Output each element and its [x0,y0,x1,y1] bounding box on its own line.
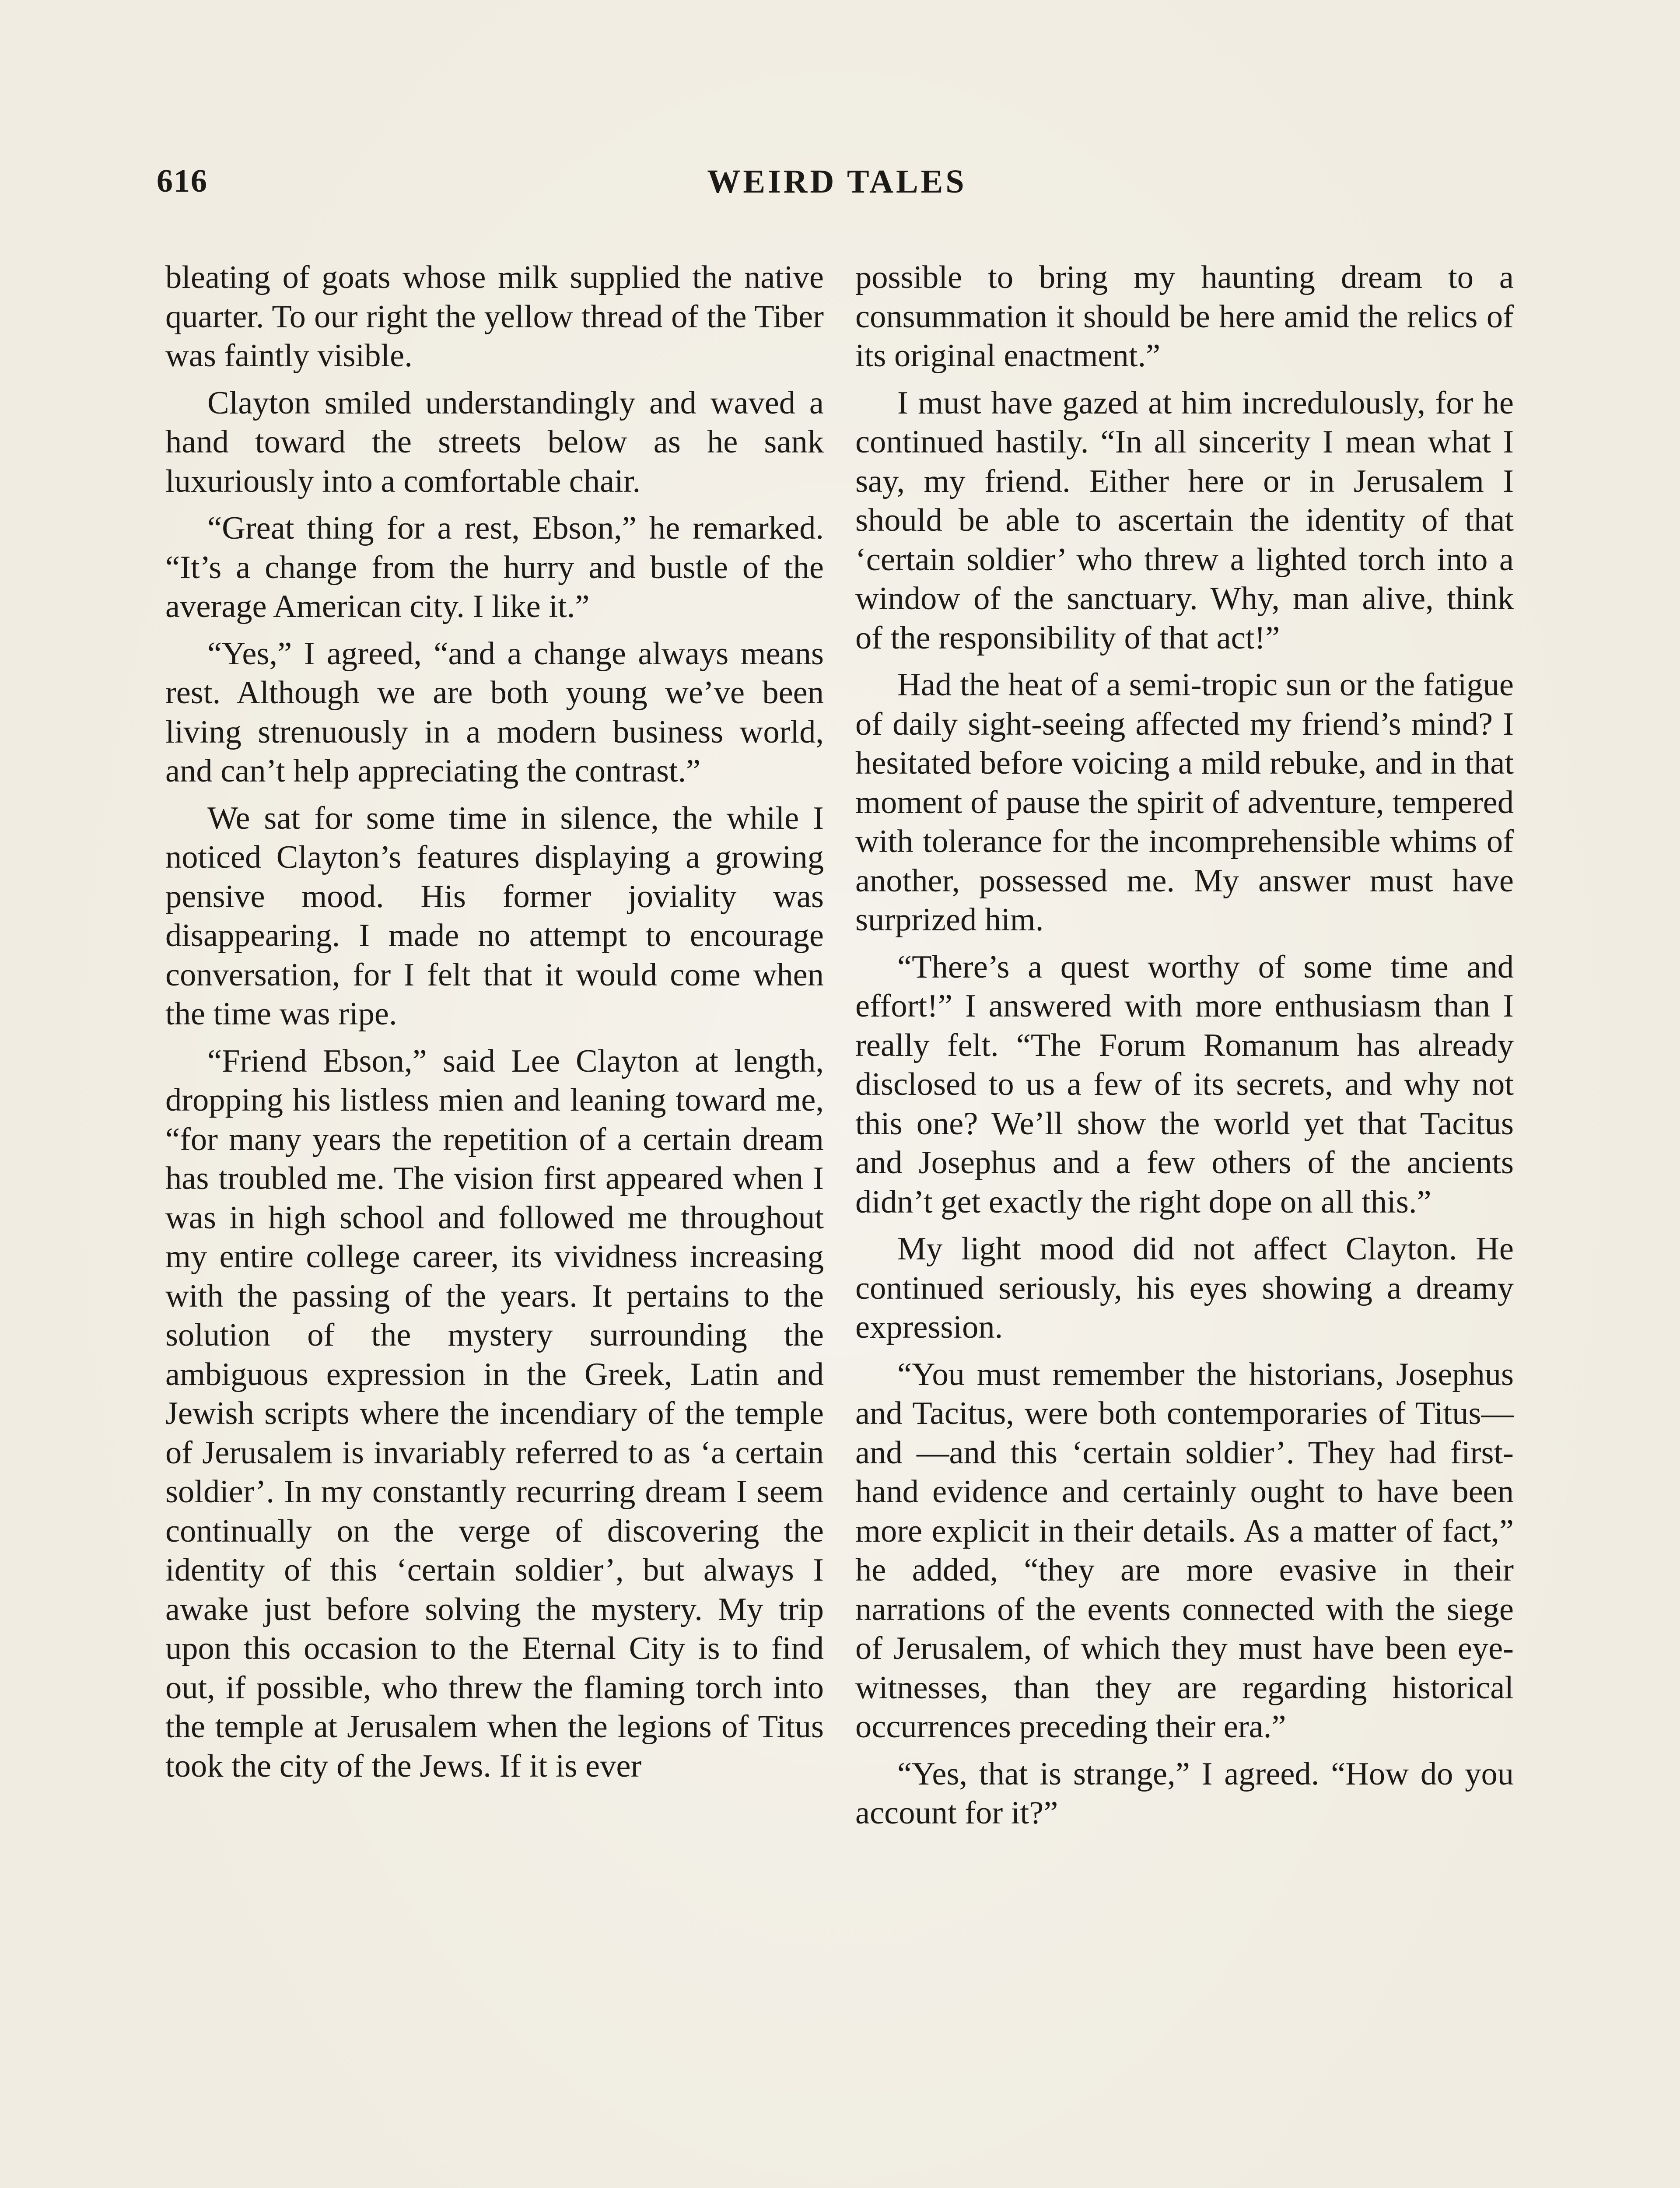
paragraph: “Yes, that is strange,” I agreed. “How do you account for it?” [855,1756,1514,1831]
paragraph: bleating of goats whose milk supplied the native quarter. To our right the yellow thread of the Tiber was faintly visible. [165,259,824,374]
paragraph: My light mood did not affect Clayton. He continued seriously, his eyes showing a dreamy expression. [855,1231,1514,1345]
paragraph: “You must remember the historians, Josephus and Tacitus, were both contemporaries of Titus—and —and this ‘certain soldier’. They had first-hand evidence and certainly ought to have been more explicit in their details. As a matter of fact,” he added, “they are more evasive in their narrations of the events connected with the siege of Jerusalem, of which they must have been eye-witnesses, than they are regarding historical occurrences preceding their era.” [855,1356,1514,1745]
paragraph: Clayton smiled understandingly and waved a hand toward the streets below as he sank luxuriously into a comfortable chair. [165,385,824,499]
paragraph: Had the heat of a semi-tropic sun or the fatigue of daily sight-seeing affected my friend’s mind? I hesitated before voicing a mild rebuke, and in that moment of pause the spirit of adventure, tempered with tolerance for the incomprehensible whims of another, possessed me. My answer must have surprized him. [855,667,1514,938]
running-head [157,163,1517,211]
page-number: 616 [157,163,208,199]
left-column [165,258,824,1794]
paragraph: “Friend Ebson,” said Lee Clayton at length, dropping his listless mien and leaning toward me, “for many years the repetition of a certain dream has troubled me. The vision first appeared when I was in high school and followed me throughout my entire college career, its vividness increasing with the passing of the years. It pertains to the solution of the mystery surrounding the ambiguous expression in the Greek, Latin and Jewish scripts where the incendiary of the temple of Jerusalem is invariably referred to as ‘a certain soldier’. In my constantly recurring dream I seem continually on the verge of discovering the identity of this ‘certain soldier’, but always I awake just before solving the mystery. My trip upon this occasion to the Eternal City is to find out, if possible, who threw the flaming torch into the temple at Jerusalem when the legions of Titus took the city of the Jews. If it is ever [165,1043,824,1784]
right-column [855,258,1514,1841]
paragraph: “Yes,” I agreed, “and a change always means rest. Although we are both young we’ve been living strenuously in a modern business world, and can’t help appreciating the contrast.” [165,635,824,789]
paragraph: I must have gazed at him incredulously, for he continued hastily. “In all sincerity I mean what I say, my friend. Either here or in Jerusalem I should be able to ascertain the identity of that ‘certain soldier’ who threw a lighted torch into a window of the sanctuary. Why, man alive, think of the responsibility of that act!” [855,385,1514,656]
paragraph: “Great thing for a rest, Ebson,” he remarked. “It’s a change from the hurry and bustle of the average American city. I like it.” [165,510,824,624]
paragraph: We sat for some time in silence, the while I noticed Clayton’s features displaying a growing pensive mood. His former joviality was disappearing. I made no attempt to encourage conversation, for I felt that it would come when the time was ripe. [165,800,824,1032]
paragraph: possible to bring my haunting dream to a consummation it should be here amid the relics of its original enactment.” [855,259,1514,374]
magazine-title: WEIRD TALES [707,163,967,200]
paragraph: “There’s a quest worthy of some time and effort!” I answered with more enthusiasm than I really felt. “The Forum Romanum has already disclosed to us a few of its secrets, and why not this one? We’ll show the world yet that Tacitus and Josephus and a few others of the ancients didn’t get exactly the right dope on all this.” [855,949,1514,1220]
